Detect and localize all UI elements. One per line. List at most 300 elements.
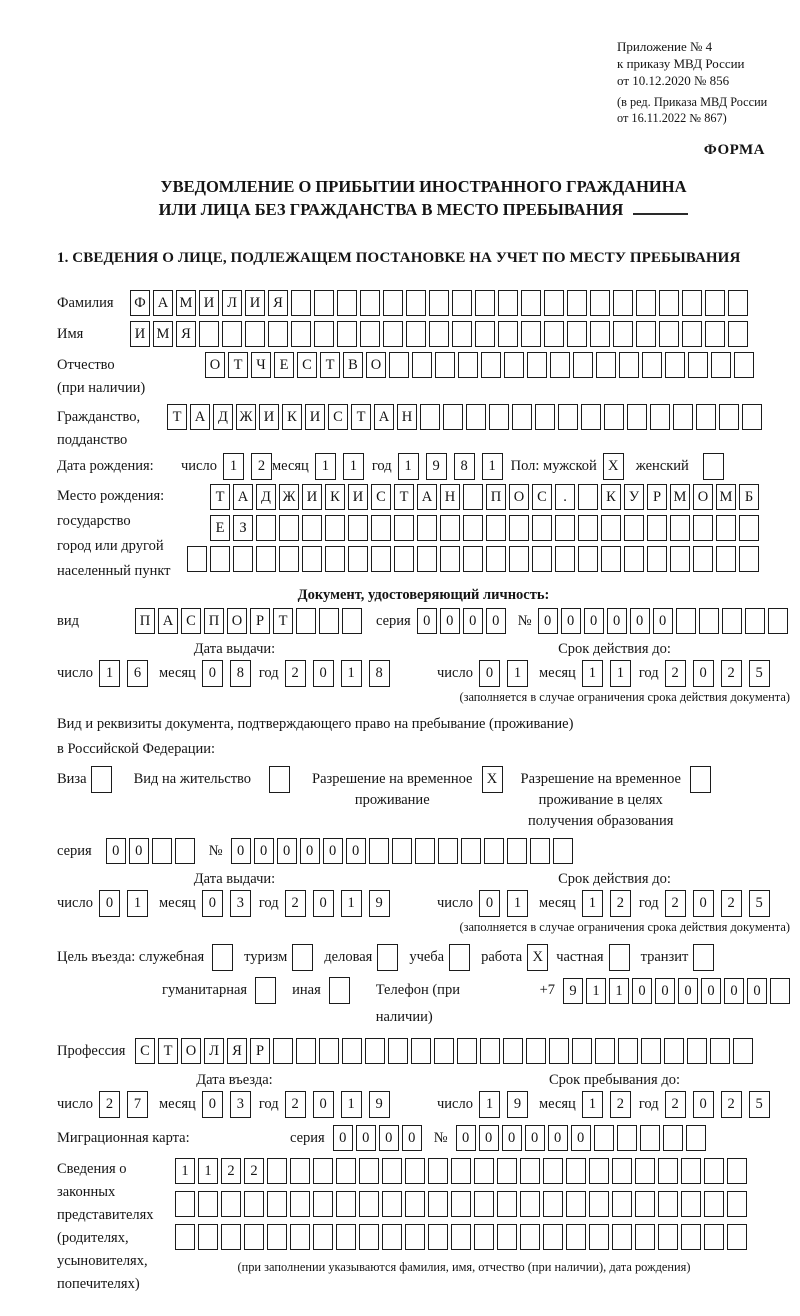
- char-box[interactable]: [627, 404, 647, 430]
- char-box[interactable]: 0: [202, 890, 223, 917]
- char-box[interactable]: [507, 838, 527, 864]
- char-box[interactable]: [727, 1224, 747, 1250]
- char-box[interactable]: 0: [323, 838, 343, 864]
- char-box[interactable]: Л: [222, 290, 242, 316]
- char-box[interactable]: [509, 515, 529, 541]
- char-box[interactable]: 0: [313, 1091, 334, 1118]
- char-box[interactable]: З: [233, 515, 253, 541]
- char-box[interactable]: 1: [507, 660, 528, 687]
- char-box[interactable]: 2: [721, 660, 742, 687]
- char-box[interactable]: [693, 546, 713, 572]
- char-box[interactable]: Т: [394, 484, 414, 510]
- char-box[interactable]: [336, 1158, 356, 1184]
- char-box[interactable]: [325, 546, 345, 572]
- char-box[interactable]: 3: [230, 1091, 251, 1118]
- char-box[interactable]: [659, 321, 679, 347]
- char-box[interactable]: [716, 515, 736, 541]
- residence-permit-checkbox[interactable]: [269, 766, 290, 793]
- char-box[interactable]: О: [227, 608, 247, 634]
- char-box[interactable]: М: [176, 290, 196, 316]
- char-box[interactable]: 0: [561, 608, 581, 634]
- char-box[interactable]: [348, 546, 368, 572]
- char-box[interactable]: [618, 1038, 638, 1064]
- char-box[interactable]: 2: [221, 1158, 241, 1184]
- purpose-work-checkbox[interactable]: X: [527, 944, 548, 971]
- char-box[interactable]: [474, 1224, 494, 1250]
- char-box[interactable]: [463, 515, 483, 541]
- char-box[interactable]: [319, 608, 339, 634]
- char-box[interactable]: [175, 1224, 195, 1250]
- char-box[interactable]: [337, 290, 357, 316]
- char-box[interactable]: 2: [721, 1091, 742, 1118]
- char-box[interactable]: [452, 321, 472, 347]
- char-box[interactable]: [734, 352, 754, 378]
- char-box[interactable]: [566, 1224, 586, 1250]
- char-box[interactable]: М: [153, 321, 173, 347]
- char-box[interactable]: [595, 1038, 615, 1064]
- char-box[interactable]: [635, 1158, 655, 1184]
- char-box[interactable]: [727, 1158, 747, 1184]
- char-box[interactable]: [590, 321, 610, 347]
- char-box[interactable]: [371, 546, 391, 572]
- char-box[interactable]: [543, 1224, 563, 1250]
- char-box[interactable]: И: [199, 290, 219, 316]
- char-box[interactable]: [290, 1224, 310, 1250]
- char-box[interactable]: [244, 1191, 264, 1217]
- char-box[interactable]: [314, 290, 334, 316]
- char-box[interactable]: [388, 1038, 408, 1064]
- char-box[interactable]: [553, 838, 573, 864]
- char-box[interactable]: [461, 838, 481, 864]
- char-box[interactable]: А: [374, 404, 394, 430]
- char-box[interactable]: О: [366, 352, 386, 378]
- char-box[interactable]: И: [130, 321, 150, 347]
- char-box[interactable]: 5: [749, 1091, 770, 1118]
- char-box[interactable]: [590, 290, 610, 316]
- char-box[interactable]: [578, 484, 598, 510]
- char-box[interactable]: Я: [268, 290, 288, 316]
- char-box[interactable]: А: [417, 484, 437, 510]
- char-box[interactable]: П: [486, 484, 506, 510]
- temp-residence-edu-checkbox[interactable]: [690, 766, 711, 793]
- char-box[interactable]: О: [693, 484, 713, 510]
- char-box[interactable]: [394, 546, 414, 572]
- char-box[interactable]: 0: [356, 1125, 376, 1151]
- char-box[interactable]: [550, 352, 570, 378]
- char-box[interactable]: 0: [346, 838, 366, 864]
- char-box[interactable]: [440, 546, 460, 572]
- char-box[interactable]: 0: [417, 608, 437, 634]
- char-box[interactable]: 0: [479, 1125, 499, 1151]
- char-box[interactable]: [520, 1158, 540, 1184]
- char-box[interactable]: Л: [204, 1038, 224, 1064]
- char-box[interactable]: Б: [739, 484, 759, 510]
- char-box[interactable]: 0: [548, 1125, 568, 1151]
- char-box[interactable]: [365, 1038, 385, 1064]
- char-box[interactable]: [484, 838, 504, 864]
- char-box[interactable]: 2: [721, 890, 742, 917]
- char-box[interactable]: [463, 484, 483, 510]
- char-box[interactable]: 0: [693, 1091, 714, 1118]
- char-box[interactable]: [745, 608, 765, 634]
- char-box[interactable]: [222, 321, 242, 347]
- char-box[interactable]: 0: [463, 608, 483, 634]
- char-box[interactable]: 1: [582, 1091, 603, 1118]
- char-box[interactable]: [428, 1191, 448, 1217]
- char-box[interactable]: Р: [250, 608, 270, 634]
- char-box[interactable]: [420, 404, 440, 430]
- char-box[interactable]: [521, 290, 541, 316]
- char-box[interactable]: [417, 515, 437, 541]
- char-box[interactable]: [428, 1158, 448, 1184]
- char-box[interactable]: Д: [213, 404, 233, 430]
- char-box[interactable]: 1: [479, 1091, 500, 1118]
- char-box[interactable]: [256, 515, 276, 541]
- char-box[interactable]: Т: [210, 484, 230, 510]
- char-box[interactable]: 0: [693, 660, 714, 687]
- char-box[interactable]: [290, 1191, 310, 1217]
- char-box[interactable]: А: [233, 484, 253, 510]
- char-box[interactable]: 0: [655, 978, 675, 1004]
- char-box[interactable]: [383, 290, 403, 316]
- char-box[interactable]: [768, 608, 788, 634]
- char-box[interactable]: [198, 1224, 218, 1250]
- char-box[interactable]: [635, 1224, 655, 1250]
- char-box[interactable]: [578, 515, 598, 541]
- char-box[interactable]: [619, 352, 639, 378]
- char-box[interactable]: [512, 404, 532, 430]
- char-box[interactable]: 0: [202, 660, 223, 687]
- char-box[interactable]: 2: [665, 1091, 686, 1118]
- char-box[interactable]: [658, 1191, 678, 1217]
- char-box[interactable]: 0: [525, 1125, 545, 1151]
- char-box[interactable]: [434, 1038, 454, 1064]
- char-box[interactable]: [296, 608, 316, 634]
- char-box[interactable]: [739, 515, 759, 541]
- char-box[interactable]: [382, 1224, 402, 1250]
- char-box[interactable]: Т: [167, 404, 187, 430]
- char-box[interactable]: [382, 1158, 402, 1184]
- char-box[interactable]: [647, 546, 667, 572]
- char-box[interactable]: [256, 546, 276, 572]
- char-box[interactable]: [520, 1191, 540, 1217]
- char-box[interactable]: [480, 1038, 500, 1064]
- char-box[interactable]: [348, 515, 368, 541]
- char-box[interactable]: [440, 515, 460, 541]
- char-box[interactable]: 7: [127, 1091, 148, 1118]
- char-box[interactable]: [624, 546, 644, 572]
- char-box[interactable]: 8: [454, 453, 475, 480]
- char-box[interactable]: [392, 838, 412, 864]
- char-box[interactable]: У: [624, 484, 644, 510]
- char-box[interactable]: [221, 1191, 241, 1217]
- char-box[interactable]: [543, 1191, 563, 1217]
- char-box[interactable]: [417, 546, 437, 572]
- char-box[interactable]: [624, 515, 644, 541]
- char-box[interactable]: [405, 1224, 425, 1250]
- char-box[interactable]: [504, 352, 524, 378]
- char-box[interactable]: [443, 404, 463, 430]
- char-box[interactable]: [279, 546, 299, 572]
- char-box[interactable]: [382, 1191, 402, 1217]
- char-box[interactable]: [342, 608, 362, 634]
- char-box[interactable]: [526, 1038, 546, 1064]
- char-box[interactable]: [543, 1158, 563, 1184]
- char-box[interactable]: 1: [398, 453, 419, 480]
- char-box[interactable]: [452, 290, 472, 316]
- char-box[interactable]: Е: [274, 352, 294, 378]
- char-box[interactable]: [544, 321, 564, 347]
- char-box[interactable]: [474, 1158, 494, 1184]
- char-box[interactable]: [710, 1038, 730, 1064]
- char-box[interactable]: С: [371, 484, 391, 510]
- char-box[interactable]: [463, 546, 483, 572]
- char-box[interactable]: [497, 1158, 517, 1184]
- char-box[interactable]: Т: [320, 352, 340, 378]
- char-box[interactable]: 9: [426, 453, 447, 480]
- char-box[interactable]: [291, 290, 311, 316]
- char-box[interactable]: 1: [198, 1158, 218, 1184]
- visa-checkbox[interactable]: [91, 766, 112, 793]
- char-box[interactable]: [555, 546, 575, 572]
- char-box[interactable]: 0: [456, 1125, 476, 1151]
- char-box[interactable]: [696, 404, 716, 430]
- char-box[interactable]: Р: [250, 1038, 270, 1064]
- purpose-transit-checkbox[interactable]: [693, 944, 714, 971]
- char-box[interactable]: [733, 1038, 753, 1064]
- char-box[interactable]: П: [135, 608, 155, 634]
- char-box[interactable]: [359, 1158, 379, 1184]
- char-box[interactable]: [233, 546, 253, 572]
- gender-male-checkbox[interactable]: X: [603, 453, 624, 480]
- char-box[interactable]: [336, 1191, 356, 1217]
- char-box[interactable]: Т: [158, 1038, 178, 1064]
- char-box[interactable]: С: [135, 1038, 155, 1064]
- char-box[interactable]: [567, 321, 587, 347]
- char-box[interactable]: 0: [440, 608, 460, 634]
- char-box[interactable]: И: [259, 404, 279, 430]
- char-box[interactable]: С: [297, 352, 317, 378]
- char-box[interactable]: [428, 1224, 448, 1250]
- char-box[interactable]: Д: [256, 484, 276, 510]
- char-box[interactable]: Н: [397, 404, 417, 430]
- char-box[interactable]: 1: [482, 453, 503, 480]
- char-box[interactable]: 0: [231, 838, 251, 864]
- char-box[interactable]: [581, 404, 601, 430]
- char-box[interactable]: [693, 515, 713, 541]
- char-box[interactable]: [573, 352, 593, 378]
- char-box[interactable]: О: [205, 352, 225, 378]
- char-box[interactable]: 0: [300, 838, 320, 864]
- char-box[interactable]: Я: [227, 1038, 247, 1064]
- char-box[interactable]: 0: [106, 838, 126, 864]
- char-box[interactable]: [567, 290, 587, 316]
- char-box[interactable]: 2: [665, 890, 686, 917]
- purpose-business-checkbox[interactable]: [377, 944, 398, 971]
- char-box[interactable]: [664, 1038, 684, 1064]
- char-box[interactable]: [670, 515, 690, 541]
- char-box[interactable]: [497, 1224, 517, 1250]
- char-box[interactable]: И: [305, 404, 325, 430]
- char-box[interactable]: [527, 352, 547, 378]
- char-box[interactable]: 0: [584, 608, 604, 634]
- temp-residence-checkbox[interactable]: X: [482, 766, 503, 793]
- char-box[interactable]: [429, 290, 449, 316]
- char-box[interactable]: И: [348, 484, 368, 510]
- char-box[interactable]: С: [328, 404, 348, 430]
- char-box[interactable]: [406, 321, 426, 347]
- char-box[interactable]: 1: [341, 890, 362, 917]
- char-box[interactable]: [555, 515, 575, 541]
- char-box[interactable]: [665, 352, 685, 378]
- char-box[interactable]: [319, 1038, 339, 1064]
- char-box[interactable]: [572, 1038, 592, 1064]
- char-box[interactable]: 1: [582, 890, 603, 917]
- char-box[interactable]: [711, 352, 731, 378]
- char-box[interactable]: [267, 1158, 287, 1184]
- char-box[interactable]: А: [190, 404, 210, 430]
- char-box[interactable]: [486, 515, 506, 541]
- char-box[interactable]: С: [181, 608, 201, 634]
- char-box[interactable]: [742, 404, 762, 430]
- char-box[interactable]: [636, 321, 656, 347]
- char-box[interactable]: [566, 1158, 586, 1184]
- char-box[interactable]: [406, 290, 426, 316]
- char-box[interactable]: 9: [369, 1091, 390, 1118]
- char-box[interactable]: 0: [701, 978, 721, 1004]
- char-box[interactable]: 0: [502, 1125, 522, 1151]
- char-box[interactable]: [728, 290, 748, 316]
- char-box[interactable]: [152, 838, 172, 864]
- char-box[interactable]: [589, 1224, 609, 1250]
- char-box[interactable]: [558, 404, 578, 430]
- char-box[interactable]: [612, 1191, 632, 1217]
- char-box[interactable]: 2: [99, 1091, 120, 1118]
- char-box[interactable]: [466, 404, 486, 430]
- char-box[interactable]: 1: [99, 660, 120, 687]
- char-box[interactable]: [601, 515, 621, 541]
- char-box[interactable]: [429, 321, 449, 347]
- char-box[interactable]: [475, 321, 495, 347]
- char-box[interactable]: 0: [632, 978, 652, 1004]
- char-box[interactable]: [498, 321, 518, 347]
- char-box[interactable]: [302, 515, 322, 541]
- char-box[interactable]: [411, 1038, 431, 1064]
- char-box[interactable]: [650, 404, 670, 430]
- char-box[interactable]: 0: [678, 978, 698, 1004]
- char-box[interactable]: [451, 1191, 471, 1217]
- char-box[interactable]: 0: [479, 890, 500, 917]
- char-box[interactable]: [676, 608, 696, 634]
- char-box[interactable]: [509, 546, 529, 572]
- char-box[interactable]: 5: [749, 660, 770, 687]
- purpose-study-checkbox[interactable]: [449, 944, 470, 971]
- purpose-other-checkbox[interactable]: [329, 977, 350, 1004]
- char-box[interactable]: [544, 290, 564, 316]
- char-box[interactable]: П: [204, 608, 224, 634]
- char-box[interactable]: Ч: [251, 352, 271, 378]
- char-box[interactable]: [458, 352, 478, 378]
- char-box[interactable]: Т: [273, 608, 293, 634]
- char-box[interactable]: Ж: [279, 484, 299, 510]
- char-box[interactable]: 1: [343, 453, 364, 480]
- char-box[interactable]: 0: [538, 608, 558, 634]
- char-box[interactable]: 3: [230, 890, 251, 917]
- char-box[interactable]: О: [509, 484, 529, 510]
- char-box[interactable]: [175, 838, 195, 864]
- char-box[interactable]: [371, 515, 391, 541]
- char-box[interactable]: [722, 608, 742, 634]
- char-box[interactable]: 8: [230, 660, 251, 687]
- char-box[interactable]: [704, 1158, 724, 1184]
- char-box[interactable]: [727, 1191, 747, 1217]
- char-box[interactable]: [739, 546, 759, 572]
- char-box[interactable]: [394, 515, 414, 541]
- char-box[interactable]: [415, 838, 435, 864]
- char-box[interactable]: [497, 1191, 517, 1217]
- char-box[interactable]: [640, 1125, 660, 1151]
- char-box[interactable]: 1: [127, 890, 148, 917]
- char-box[interactable]: [601, 546, 621, 572]
- char-box[interactable]: [489, 404, 509, 430]
- char-box[interactable]: 0: [99, 890, 120, 917]
- char-box[interactable]: [359, 1191, 379, 1217]
- char-box[interactable]: К: [325, 484, 345, 510]
- char-box[interactable]: [389, 352, 409, 378]
- char-box[interactable]: 2: [244, 1158, 264, 1184]
- char-box[interactable]: 1: [582, 660, 603, 687]
- char-box[interactable]: [520, 1224, 540, 1250]
- char-box[interactable]: 0: [254, 838, 274, 864]
- char-box[interactable]: [705, 290, 725, 316]
- char-box[interactable]: М: [670, 484, 690, 510]
- char-box[interactable]: Ж: [236, 404, 256, 430]
- char-box[interactable]: [291, 321, 311, 347]
- char-box[interactable]: [314, 321, 334, 347]
- char-box[interactable]: И: [302, 484, 322, 510]
- char-box[interactable]: М: [716, 484, 736, 510]
- gender-female-checkbox[interactable]: [703, 453, 724, 480]
- char-box[interactable]: [244, 1224, 264, 1250]
- char-box[interactable]: [589, 1191, 609, 1217]
- char-box[interactable]: [688, 352, 708, 378]
- char-box[interactable]: 2: [610, 890, 631, 917]
- char-box[interactable]: [359, 1224, 379, 1250]
- char-box[interactable]: 2: [285, 1091, 306, 1118]
- char-box[interactable]: [682, 321, 702, 347]
- char-box[interactable]: 0: [724, 978, 744, 1004]
- char-box[interactable]: [681, 1158, 701, 1184]
- char-box[interactable]: [682, 290, 702, 316]
- char-box[interactable]: 9: [507, 1091, 528, 1118]
- char-box[interactable]: [451, 1224, 471, 1250]
- char-box[interactable]: [535, 404, 555, 430]
- char-box[interactable]: [530, 838, 550, 864]
- char-box[interactable]: 0: [747, 978, 767, 1004]
- char-box[interactable]: [360, 321, 380, 347]
- char-box[interactable]: К: [282, 404, 302, 430]
- purpose-humanitarian-checkbox[interactable]: [255, 977, 276, 1004]
- char-box[interactable]: [279, 515, 299, 541]
- char-box[interactable]: [613, 290, 633, 316]
- char-box[interactable]: К: [601, 484, 621, 510]
- char-box[interactable]: [245, 321, 265, 347]
- char-box[interactable]: [612, 1158, 632, 1184]
- char-box[interactable]: [658, 1158, 678, 1184]
- char-box[interactable]: [617, 1125, 637, 1151]
- char-box[interactable]: Т: [228, 352, 248, 378]
- char-box[interactable]: [681, 1224, 701, 1250]
